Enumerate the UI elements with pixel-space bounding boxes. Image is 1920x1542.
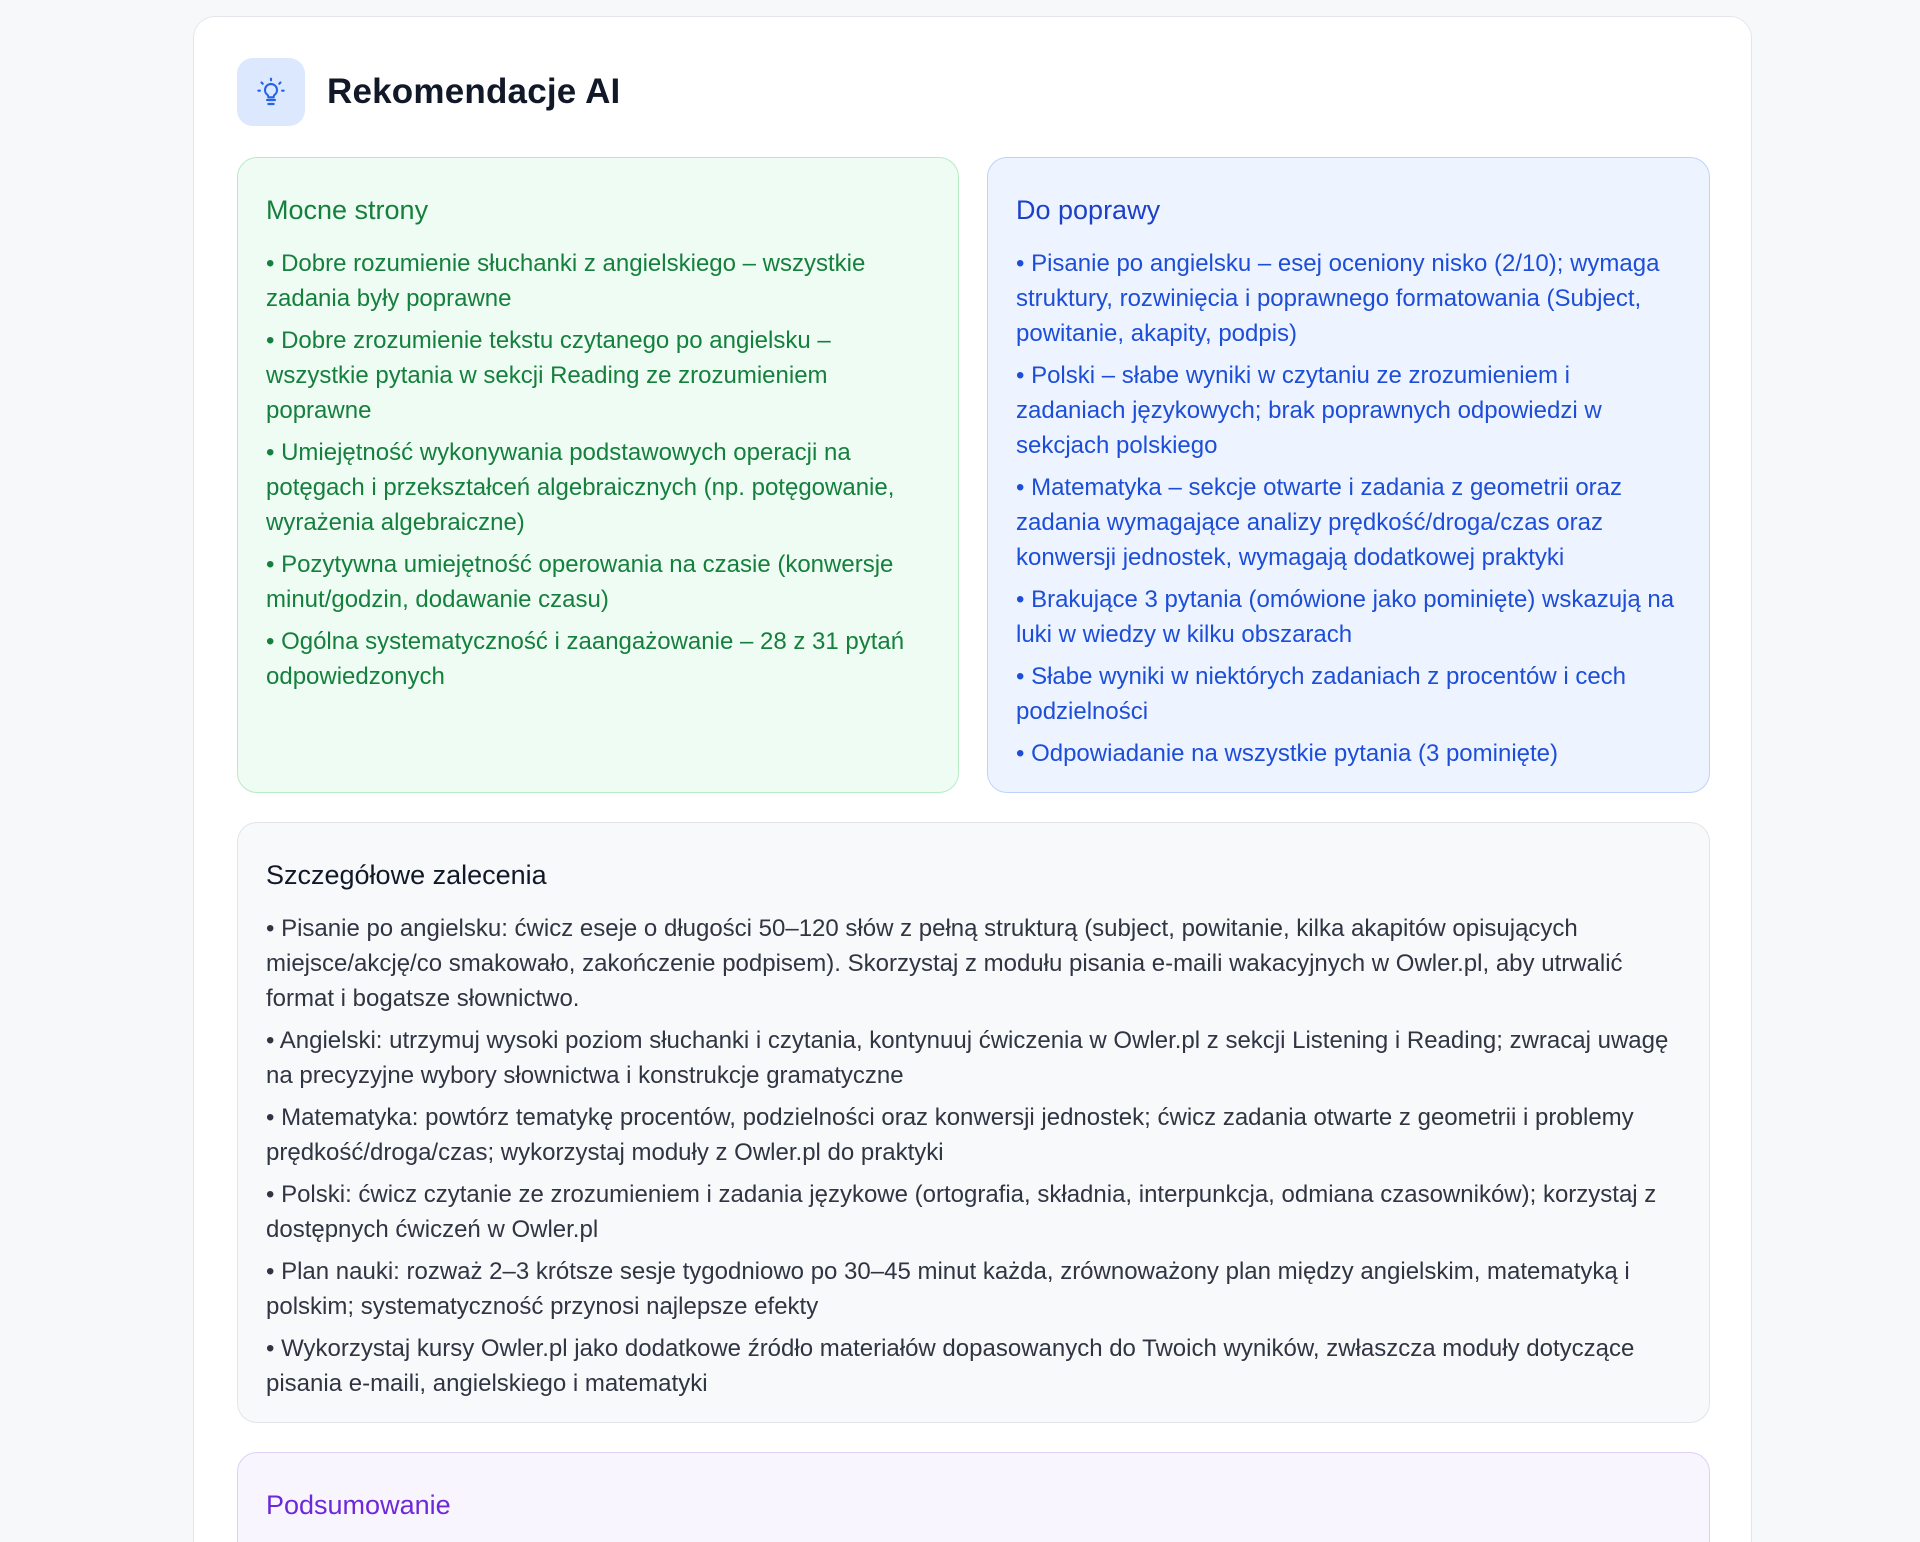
list-item: • Polski – słabe wyniki w czytaniu ze zrozumieniem i zadaniach językowych; brak poprawnych odpowiedzi w sekcjach polskiego [1016, 362, 1602, 459]
list-item: • Umiejętność wykonywania podstawowych operacji na potęgach i przekształceń algebraicznych (np. potęgowanie, wyrażenia algebraiczne) [266, 439, 895, 536]
improvements-list [1016, 246, 1681, 771]
list-item: • Słabe wyniki w niektórych zadaniach z procentów i cech podzielności [1016, 663, 1627, 725]
improvements-title: Do poprawy [1016, 195, 1161, 225]
ai-recommendations-card [193, 16, 1752, 1542]
details-list [266, 911, 1681, 1401]
strengths-list [266, 246, 930, 694]
list-item: • Dobre rozumienie słuchanki z angielskiego – wszystkie zadania były poprawne [266, 250, 866, 312]
lightbulb-icon [237, 58, 305, 126]
list-item: • Pozytywna umiejętność operowania na czasie (konwersje minut/godzin, dodawanie czasu) [266, 551, 894, 613]
list-item: • Dobre zrozumienie tekstu czytanego po angielsku – wszystkie pytania w sekcji Reading ze zrozumieniem poprawne [266, 327, 831, 424]
list-item: • Brakujące 3 pytania (omówione jako pominięte) wskazują na luki w wiedzy w kilku obszarach [1016, 586, 1675, 648]
list-item: • Pisanie po angielsku – esej oceniony nisko (2/10); wymaga struktury, rozwinięcia i poprawnego formatowania (Subject, powitanie, akapity, podpis) [1016, 250, 1660, 347]
detailed-recommendations-panel [237, 822, 1710, 1423]
list-item: • Matematyka: powtórz tematykę procentów, podzielności oraz konwersji jednostek; ćwicz zadania otwarte z geometrii i problemy prędkość/droga/czas; wykorzystaj moduły z Owler.pl do praktyki [266, 1104, 1634, 1166]
list-item: • Odpowiadanie na wszystkie pytania (3 pominięte) [1016, 740, 1559, 767]
details-title: Szczegółowe zalecenia [266, 860, 547, 890]
list-item: • Polski: ćwicz czytanie ze zrozumieniem i zadania językowe (ortografia, składnia, interpunkcja, odmiana czasowników); korzystaj z dostępnych ćwiczeń w Owler.pl [266, 1181, 1657, 1243]
page-title: Rekomendacje AI [327, 72, 621, 111]
summary-title: Podsumowanie [266, 1490, 451, 1520]
list-item: • Wykorzystaj kursy Owler.pl jako dodatkowe źródło materiałów dopasowanych do Twoich wyników, zwłaszcza moduły dotyczące pisania e-maili, angielskiego i matematyki [266, 1335, 1635, 1397]
strengths-title: Mocne strony [266, 195, 429, 225]
list-item: • Ogólna systematyczność i zaangażowanie – 28 z 31 pytań odpowiedzonych [266, 628, 905, 690]
card-header [237, 58, 620, 126]
list-item: • Matematyka – sekcje otwarte i zadania z geometrii oraz zadania wymagające analizy prędkość/droga/czas oraz konwersji jednostek, wymagają dodatkowej praktyki [1016, 474, 1622, 571]
list-item: • Angielski: utrzymuj wysoki poziom słuchanki i czytania, kontynuuj ćwiczenia w Owler.pl z sekcji Listening i Reading; zwracaj uwagę na precyzyjne wybory słownictwa i konstrukcje gramatyczne [266, 1027, 1669, 1089]
list-item: • Plan nauki: rozważ 2–3 krótsze sesje tygodniowo po 30–45 minut każda, zrównoważony plan między angielskim, matematyką i polskim; systematyczność przynosi najlepsze efekty [266, 1258, 1630, 1320]
summary-panel [237, 1452, 1710, 1542]
improvements-panel [987, 157, 1710, 793]
list-item: • Pisanie po angielsku: ćwicz eseje o długości 50–120 słów z pełną strukturą (subject, powitanie, kilka akapitów opisujących miejsce/akcję/co smakowało, zakończenie podpisem). Skorzystaj z modułu pisania e-maili wakacyjnych w Owler.pl, aby utrwalić format i bogatsze słownictwo. [266, 915, 1623, 1012]
strengths-panel [237, 157, 959, 793]
